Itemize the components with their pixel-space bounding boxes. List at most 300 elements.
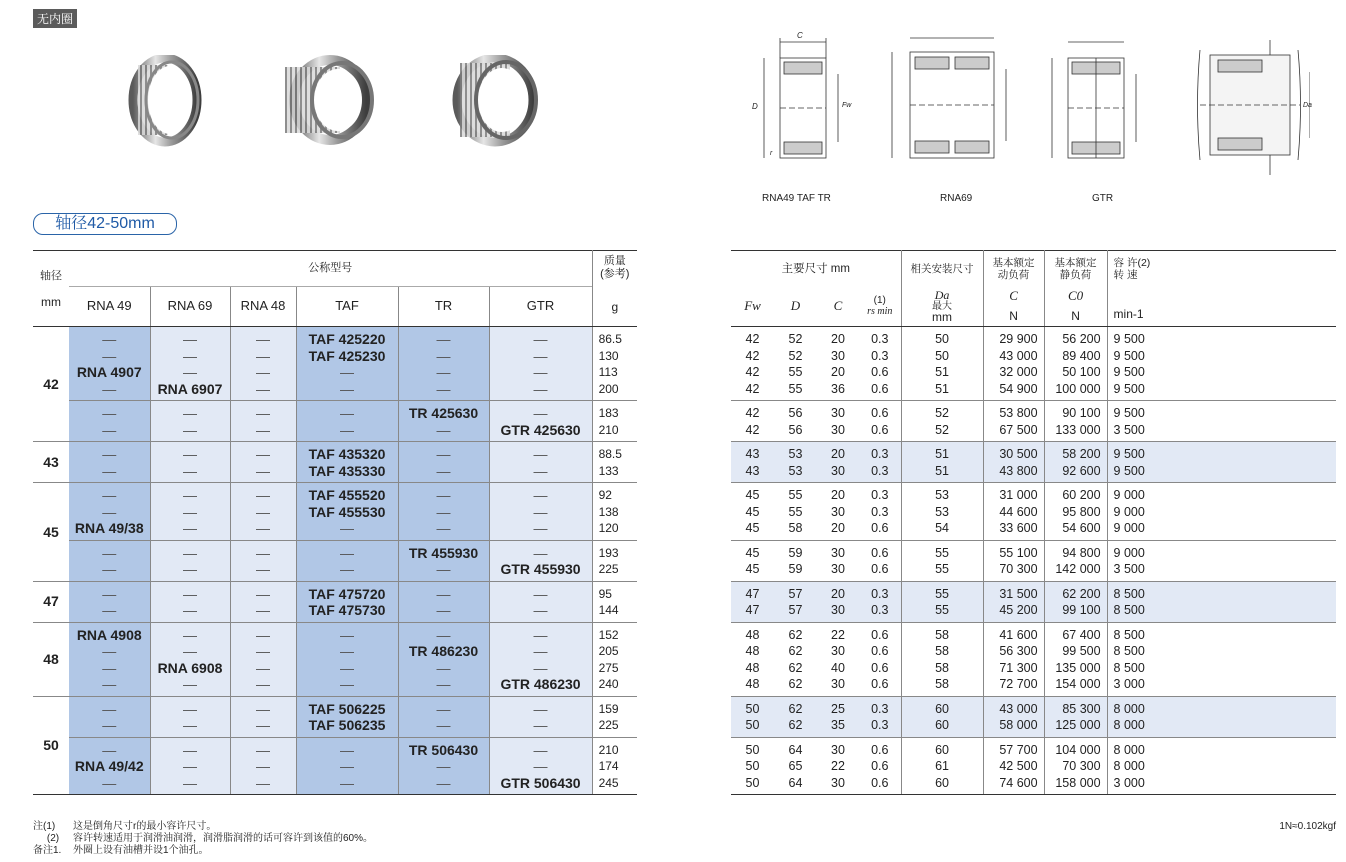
empty-gtr: — [489, 758, 592, 775]
empty-rna49: — [69, 676, 150, 696]
dynamic-load-cell: 71 300 [983, 660, 1044, 677]
c-cell: 36 [817, 381, 859, 401]
empty-taf: — [296, 540, 398, 561]
note3-label: 备注1. [33, 845, 62, 856]
static-load-cell: 125 000 [1044, 717, 1107, 737]
c-cell: 30 [831, 545, 845, 560]
empty-tr: — [398, 775, 489, 795]
table-row [731, 401, 1336, 422]
rsmin-cell: 0.3 [871, 488, 889, 502]
shaft-diameter-cell: 42 [33, 327, 69, 442]
speed-cell: 8 500 [1107, 581, 1336, 602]
dynamic-load-cell: 57 700 [983, 737, 1044, 758]
speed-cell: 8 500 [1107, 602, 1336, 622]
dynamic-load-cell: 43 000 [983, 696, 1044, 717]
static-load-cell: 142 000 [1044, 561, 1107, 581]
da-cell: 51 [901, 381, 983, 401]
rsmin-cell: 0.3 [871, 586, 889, 601]
d-cell: 56 [788, 406, 803, 420]
table-row [731, 504, 1336, 521]
da-cell: 61 [901, 758, 983, 775]
empty-gtr: — [489, 483, 592, 504]
mass-cell: 200 [592, 381, 637, 401]
fw-cell: 50 [745, 701, 760, 716]
dynamic-load-cell: 30 500 [983, 442, 1044, 463]
da-cell: 50 [901, 327, 983, 348]
empty-rna69: — [150, 540, 230, 561]
empty-taf: — [296, 775, 398, 795]
designation-taf: TAF 455530 [296, 504, 398, 521]
mass-cell: 210 [592, 422, 637, 442]
empty-tr: — [398, 463, 489, 483]
empty-tr: — [398, 676, 489, 696]
rsmin-cell: 0.6 [859, 775, 901, 795]
empty-tr: — [398, 581, 489, 602]
empty-rna49: — [69, 540, 150, 561]
table-row [731, 540, 1336, 561]
empty-rna69: — [150, 696, 230, 717]
rsmin-cell: 0.3 [859, 602, 901, 622]
empty-tr: — [398, 660, 489, 677]
table-row [33, 581, 637, 602]
empty-rna48: — [230, 676, 296, 696]
rsmin-cell: 0.3 [859, 717, 901, 737]
mass-cell: 159 [592, 696, 637, 717]
dynamic-load-cell: 29 900 [983, 327, 1044, 348]
empty-tr: — [398, 348, 489, 365]
static-load-cell: 104 000 [1044, 737, 1107, 758]
empty-rna69: — [150, 348, 230, 365]
empty-rna48: — [230, 717, 296, 737]
c-cell: 22 [831, 627, 845, 642]
mass-cell: 130 [592, 348, 637, 365]
dimension-table [731, 250, 1336, 795]
static-load-cell: 54 600 [1044, 520, 1107, 540]
designation-rna69: RNA 6908 [150, 660, 230, 677]
designation-taf: TAF 435330 [296, 463, 398, 483]
table-row [731, 442, 1336, 463]
table-row [731, 381, 1336, 401]
da-cell: 55 [901, 561, 983, 581]
diagram-mounting [1198, 40, 1311, 175]
rsmin-cell: 0.6 [859, 676, 901, 696]
fw-cell: 42 [745, 332, 760, 346]
designation-group-header: 公称型号 [308, 262, 353, 275]
empty-rna69: — [150, 622, 230, 643]
c-cell: 30 [831, 504, 845, 519]
mass-cell: 275 [592, 660, 637, 677]
empty-tr: — [398, 483, 489, 504]
da-cell: 60 [901, 717, 983, 737]
empty-rna69: — [150, 483, 230, 504]
empty-rna49: — [69, 561, 150, 581]
da-cell: 58 [901, 676, 983, 696]
static-load-header: 基本额定 静负荷 [1044, 251, 1107, 287]
designation-taf: TAF 475730 [296, 602, 398, 622]
empty-rna49: — [69, 581, 150, 602]
col-stat-c0: C0 N [1044, 287, 1107, 327]
static-load-cell: 70 300 [1044, 758, 1107, 775]
mass-cell: 113 [592, 364, 637, 381]
empty-rna69: — [150, 581, 230, 602]
mass-cell: 133 [592, 463, 637, 483]
designation-taf: TAF 425230 [296, 348, 398, 365]
dynamic-load-cell: 44 600 [983, 504, 1044, 521]
fw-cell: 48 [745, 627, 760, 642]
c-cell: 30 [817, 561, 859, 581]
dynamic-load-cell: 31 000 [983, 483, 1044, 504]
empty-tr: — [398, 622, 489, 643]
empty-gtr: — [489, 348, 592, 365]
empty-rna49: — [69, 463, 150, 483]
col-da: Da 最大 mm [901, 287, 983, 327]
empty-gtr: — [489, 327, 592, 348]
shaft-diameter-cell: 45 [33, 483, 69, 582]
table-row [731, 520, 1336, 540]
empty-rna69: — [150, 504, 230, 521]
da-cell: 52 [901, 401, 983, 422]
note3-text: 外圈上设有油槽并设1个油孔。 [73, 845, 209, 856]
speed-cell: 8 000 [1107, 758, 1336, 775]
c-cell: 30 [817, 422, 859, 442]
empty-rna48: — [230, 422, 296, 442]
mass-cell: 205 [592, 643, 637, 660]
table-row [33, 348, 637, 365]
rsmin-cell: 0.3 [871, 701, 889, 716]
dim-label-fw: Fw [842, 102, 852, 109]
c-cell: 30 [817, 463, 859, 483]
table-row [731, 737, 1336, 758]
c-cell: 30 [817, 775, 859, 795]
table-row [33, 660, 637, 677]
speed-cell: 9 500 [1107, 463, 1336, 483]
col-dyn-c: C N [983, 287, 1044, 327]
table-row [33, 561, 637, 581]
c-cell: 35 [817, 717, 859, 737]
speed-cell: 3 500 [1107, 422, 1336, 442]
table-row [731, 758, 1336, 775]
col-d: D [774, 287, 817, 327]
empty-gtr: — [489, 381, 592, 401]
speed-cell: 3 000 [1107, 775, 1336, 795]
mass-cell: 138 [592, 504, 637, 521]
table-row [33, 422, 637, 442]
rsmin-cell: 0.3 [871, 332, 889, 346]
bearing-photo-rna69 [285, 60, 372, 140]
fw-cell: 45 [745, 488, 760, 502]
designation-tr: TR 506430 [398, 737, 489, 758]
designation-rna49: RNA 4907 [69, 364, 150, 381]
speed-cell: 8 500 [1107, 643, 1336, 660]
col-c: C [817, 287, 859, 327]
table-row [731, 327, 1336, 348]
empty-gtr: — [489, 643, 592, 660]
c-cell: 30 [817, 676, 859, 696]
fw-cell: 50 [731, 775, 774, 795]
table-row [33, 737, 637, 758]
table-row [33, 775, 637, 795]
empty-tr: — [398, 520, 489, 540]
empty-gtr: — [489, 520, 592, 540]
empty-rna69: — [150, 442, 230, 463]
static-load-cell: 99 500 [1044, 643, 1107, 660]
d-cell: 62 [788, 701, 803, 716]
empty-taf: — [296, 401, 398, 422]
diagram-rna49 [764, 38, 838, 158]
speed-cell: 8 500 [1107, 622, 1336, 643]
static-load-cell: 62 200 [1044, 581, 1107, 602]
d-cell: 55 [788, 365, 803, 379]
dynamic-load-cell: 32 000 [983, 364, 1044, 381]
empty-rna69: — [150, 643, 230, 660]
c-cell: 20 [831, 586, 845, 601]
c-cell: 30 [831, 742, 845, 757]
speed-cell: 9 500 [1107, 381, 1336, 401]
dynamic-load-cell: 58 000 [983, 717, 1044, 737]
static-load-cell: 158 000 [1044, 775, 1107, 795]
empty-taf: — [296, 520, 398, 540]
empty-tr: — [398, 758, 489, 775]
empty-taf: — [296, 561, 398, 581]
empty-tr: — [398, 442, 489, 463]
d-cell: 52 [788, 332, 803, 346]
static-load-cell: 85 300 [1044, 696, 1107, 717]
rsmin-cell: 0.3 [859, 463, 901, 483]
speed-cell: 9 500 [1107, 401, 1336, 422]
bearing-photos [110, 55, 570, 165]
designation-gtr: GTR 455930 [489, 561, 592, 581]
fw-cell: 45 [731, 520, 774, 540]
static-load-cell: 58 200 [1044, 442, 1107, 463]
empty-taf: — [296, 364, 398, 381]
mass-cell: 240 [592, 676, 637, 696]
empty-rna48: — [230, 463, 296, 483]
table-row [33, 504, 637, 521]
shaft-diameter-cell: 47 [33, 581, 69, 622]
speed-cell: 9 000 [1107, 520, 1336, 540]
empty-rna48: — [230, 622, 296, 643]
shaft-diameter-cell: 50 [33, 696, 69, 795]
static-load-cell: 154 000 [1044, 676, 1107, 696]
table-row [33, 364, 637, 381]
da-cell: 51 [901, 364, 983, 381]
designation-taf: TAF 475720 [296, 581, 398, 602]
dim-label-d: D [752, 102, 758, 111]
designation-taf: TAF 435320 [296, 442, 398, 463]
empty-rna48: — [230, 520, 296, 540]
c-cell: 20 [831, 488, 845, 502]
empty-taf: — [296, 643, 398, 660]
static-load-cell: 99 100 [1044, 602, 1107, 622]
designation-rna69: RNA 6907 [150, 381, 230, 401]
c-cell: 30 [831, 348, 845, 363]
table-row [731, 581, 1336, 602]
c-cell: 25 [831, 701, 845, 716]
speed-cell: 9 000 [1107, 504, 1336, 521]
speed-header: 容 许(2) 转 速 [1107, 251, 1336, 287]
dynamic-load-cell: 55 100 [983, 540, 1044, 561]
empty-rna48: — [230, 696, 296, 717]
d-cell: 62 [774, 717, 817, 737]
speed-cell: 8 000 [1107, 696, 1336, 717]
shaft-header: 轴径 mm [33, 251, 69, 327]
table-row [33, 717, 637, 737]
dynamic-load-cell: 42 500 [983, 758, 1044, 775]
empty-tr: — [398, 504, 489, 521]
fw-cell: 42 [731, 422, 774, 442]
main-dims-header: 主要尺寸 mm [781, 262, 850, 275]
d-cell: 59 [788, 545, 803, 560]
unit-conversion: 1N≈0.102kgf [1279, 821, 1336, 832]
diagram-rna69 [892, 38, 1006, 158]
bearing-cross-section-diagrams [750, 30, 1310, 185]
designation-taf: TAF 506235 [296, 717, 398, 737]
designation-taf: TAF 455520 [296, 483, 398, 504]
c-cell: 20 [817, 520, 859, 540]
mass-cell: 92 [592, 483, 637, 504]
empty-gtr: — [489, 717, 592, 737]
empty-rna49: — [69, 327, 150, 348]
mass-header: 质量 (参考) g [592, 251, 637, 327]
speed-cell: 9 500 [1107, 442, 1336, 463]
da-cell: 51 [901, 442, 983, 463]
empty-rna69: — [150, 758, 230, 775]
da-cell: 52 [901, 422, 983, 442]
empty-tr: — [398, 364, 489, 381]
c-cell: 30 [831, 406, 845, 420]
table-row [33, 602, 637, 622]
fw-cell: 43 [745, 447, 760, 461]
fw-cell: 48 [745, 644, 760, 658]
static-load-cell: 56 200 [1044, 327, 1107, 348]
empty-rna48: — [230, 775, 296, 795]
fw-cell: 45 [745, 545, 760, 560]
dynamic-load-cell: 45 200 [983, 602, 1044, 622]
da-cell: 58 [901, 622, 983, 643]
d-cell: 58 [774, 520, 817, 540]
empty-gtr: — [489, 463, 592, 483]
c-cell: 20 [831, 332, 845, 346]
table-row [731, 348, 1336, 365]
empty-rna69: — [150, 364, 230, 381]
da-cell: 54 [901, 520, 983, 540]
speed-cell: 9 500 [1107, 364, 1336, 381]
dynamic-load-cell: 54 900 [983, 381, 1044, 401]
designation-tr: TR 425630 [398, 401, 489, 422]
d-cell: 53 [774, 463, 817, 483]
table-row [731, 660, 1336, 677]
empty-tr: — [398, 381, 489, 401]
d-cell: 53 [788, 447, 803, 461]
designation-taf: TAF 425220 [296, 327, 398, 348]
rsmin-cell: 0.6 [859, 520, 901, 540]
static-load-cell: 50 100 [1044, 364, 1107, 381]
empty-rna69: — [150, 401, 230, 422]
fw-cell: 48 [745, 660, 760, 675]
speed-cell: 3 500 [1107, 561, 1336, 581]
rsmin-cell: 0.6 [871, 406, 889, 420]
table-row [33, 696, 637, 717]
mass-cell: 193 [592, 540, 637, 561]
empty-rna48: — [230, 442, 296, 463]
empty-rna48: — [230, 758, 296, 775]
empty-gtr: — [489, 540, 592, 561]
empty-tr: — [398, 717, 489, 737]
dim-label-da: Da [1303, 102, 1312, 109]
fw-cell: 45 [745, 504, 760, 519]
d-cell: 62 [788, 627, 803, 642]
empty-rna49: — [69, 737, 150, 758]
empty-rna49: — [69, 643, 150, 660]
d-cell: 55 [774, 381, 817, 401]
empty-rna69: — [150, 775, 230, 795]
mass-cell: 245 [592, 775, 637, 795]
rsmin-cell: 0.6 [871, 644, 889, 658]
empty-gtr: — [489, 504, 592, 521]
table-row [731, 643, 1336, 660]
da-cell: 60 [901, 775, 983, 795]
static-load-cell: 100 000 [1044, 381, 1107, 401]
empty-rna48: — [230, 327, 296, 348]
table-row [731, 696, 1336, 717]
empty-tr: — [398, 327, 489, 348]
d-cell: 62 [788, 660, 803, 675]
speed-cell: 9 000 [1107, 483, 1336, 504]
mass-cell: 120 [592, 520, 637, 540]
empty-rna48: — [230, 660, 296, 677]
speed-cell: 9 500 [1107, 327, 1336, 348]
empty-rna48: — [230, 602, 296, 622]
mass-cell: 183 [592, 401, 637, 422]
col-rna49: RNA 49 [69, 287, 150, 327]
d-cell: 52 [788, 348, 803, 363]
empty-gtr: — [489, 364, 592, 381]
notes [33, 821, 373, 857]
col-taf: TAF [296, 287, 398, 327]
empty-rna49: — [69, 422, 150, 442]
fw-cell: 47 [745, 586, 760, 601]
fw-cell: 43 [731, 463, 774, 483]
empty-rna49: — [69, 775, 150, 795]
da-cell: 55 [901, 540, 983, 561]
mass-cell: 225 [592, 717, 637, 737]
empty-taf: — [296, 758, 398, 775]
speed-cell: 3 000 [1107, 676, 1336, 696]
empty-taf: — [296, 422, 398, 442]
note2-label: (2) [46, 833, 60, 844]
da-cell: 53 [901, 483, 983, 504]
rsmin-cell: 0.3 [871, 504, 889, 519]
col-tr: TR [398, 287, 489, 327]
dynamic-load-cell: 56 300 [983, 643, 1044, 660]
fw-cell: 45 [731, 561, 774, 581]
empty-tr: — [398, 422, 489, 442]
rsmin-cell: 0.6 [871, 742, 889, 757]
empty-rna48: — [230, 540, 296, 561]
empty-gtr: — [489, 660, 592, 677]
empty-tr: — [398, 602, 489, 622]
dim-label-r: r [770, 150, 773, 157]
dynamic-load-cell: 70 300 [983, 561, 1044, 581]
static-load-cell: 90 100 [1044, 401, 1107, 422]
dynamic-load-cell: 43 000 [983, 348, 1044, 365]
fw-cell: 50 [745, 742, 760, 757]
dynamic-load-cell: 72 700 [983, 676, 1044, 696]
mass-cell: 152 [592, 622, 637, 643]
speed-cell: 8 500 [1107, 660, 1336, 677]
static-load-cell: 94 800 [1044, 540, 1107, 561]
dynamic-load-cell: 41 600 [983, 622, 1044, 643]
